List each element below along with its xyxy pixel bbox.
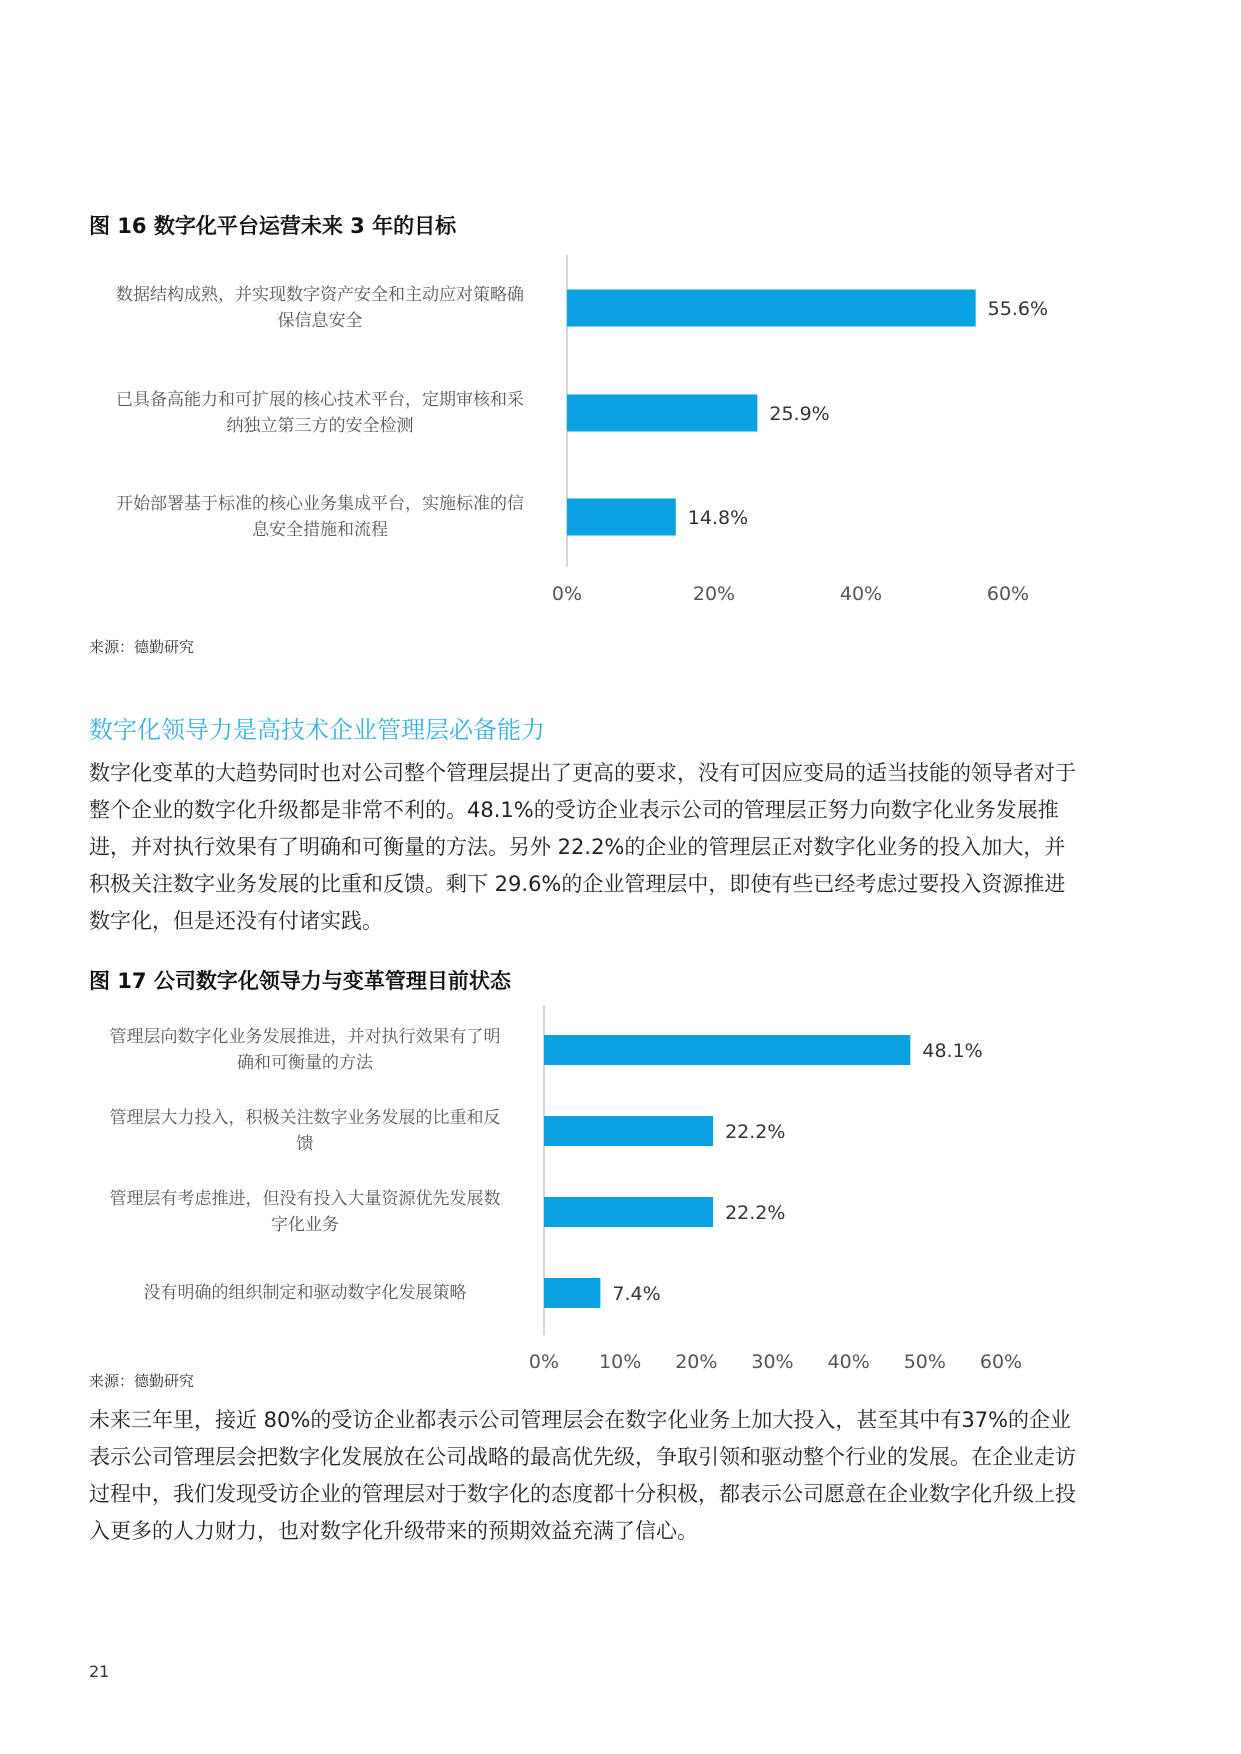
figure-16-chart [0, 255, 1241, 615]
bar-value-label: 48.1% [922, 1040, 983, 1062]
x-tick-label: 40% [827, 1351, 870, 1373]
category-label-line: 开始部署基于标准的核心业务集成平台，实施标准的信 [116, 494, 524, 514]
category-label-line: 已具备高能力和可扩展的核心技术平台，定期审核和采 [116, 390, 524, 410]
figure-16-title: 图 16 数字化平台运营未来 3 年的目标 [89, 214, 457, 238]
bar-1 [567, 290, 976, 327]
x-tick-label: 40% [839, 583, 883, 605]
category-label [90, 387, 550, 439]
category-label [80, 1105, 530, 1157]
category-label-line: 没有明确的组织制定和驱动数字化发展策略 [143, 1283, 467, 1303]
figure-17-chart [0, 1005, 1241, 1373]
x-tick-label: 50% [903, 1351, 946, 1373]
x-tick-label: 10% [599, 1351, 642, 1373]
page-number: 21 [89, 1662, 110, 1681]
bar-1 [544, 1035, 910, 1065]
category-label-line: 息安全措施和流程 [252, 520, 388, 540]
x-tick-label: 60% [986, 583, 1030, 605]
category-label-line: 确和可衡量的方法 [237, 1053, 373, 1073]
category-label [90, 491, 550, 543]
category-label [90, 282, 550, 334]
bar-3 [567, 499, 676, 536]
x-tick-label: 20% [675, 1351, 718, 1373]
bar-3 [544, 1197, 713, 1227]
x-tick-label: 60% [979, 1351, 1023, 1373]
figure-17-title: 图 17 公司数字化领导力与变革管理目前状态 [89, 969, 511, 993]
category-label-line: 管理层向数字化业务发展推进，并对执行效果有了明 [109, 1027, 501, 1047]
category-label [80, 1186, 530, 1238]
section-paragraph: 数字化变革的大趋势同时也对公司整个管理层提出了更高的要求，没有可因应变局的适当技能的领导者对于整个企业的数字化升级都是非常不利的。48.1%的受访企业表示公司的管理层正努力向数字化业务发展推进，并对执行效果有了明确和可衡量的方法。另外 22.2%的企业的管理层正对数字化业务的投入加大，并积极关注数字业务发展的比重和反馈。剩下 29.6%的企业管理层中，即使有些已经考虑过要投入资源推进数字化，但是还没有付诸实践。 [89, 761, 1076, 933]
section-heading: 数字化领导力是高技术企业管理层必备能力 [89, 716, 545, 744]
x-tick-label: 0% [551, 583, 583, 605]
x-tick-label: 20% [692, 583, 736, 605]
category-label-line: 馈 [296, 1134, 314, 1154]
category-label-line: 字化业务 [271, 1215, 339, 1235]
bar-value-label: 55.6% [987, 298, 1049, 320]
category-label-line: 保信息安全 [277, 311, 363, 331]
bar-value-label: 14.8% [687, 507, 749, 529]
category-label-line: 管理层有考虑推进，但没有投入大量资源优先发展数 [109, 1189, 501, 1209]
category-label-line: 管理层大力投入，积极关注数字业务发展的比重和反 [109, 1108, 501, 1128]
category-label [80, 1024, 530, 1076]
bar-value-label: 22.2% [725, 1202, 786, 1224]
bar-2 [544, 1116, 713, 1146]
figure-16-source: 来源：德勤研究 [89, 638, 195, 656]
bar-value-label: 7.4% [612, 1283, 661, 1305]
bar-4 [544, 1278, 600, 1308]
x-tick-label: 0% [528, 1351, 560, 1373]
closing-paragraph: 未来三年里，接近 80%的受访企业都表示公司管理层会在数字化业务上加大投入，甚至其中有37%的企业表示公司管理层会把数字化发展放在公司战略的最高优先级，争取引领和驱动整个行业的发展。在企业走访过程中，我们发现受访企业的管理层对于数字化的态度都十分积极，都表示公司愿意在企业数字化升级上投入更多的人力财力，也对数字化升级带来的预期效益充满了信心。 [89, 1408, 1076, 1543]
category-label-line: 纳独立第三方的安全检测 [226, 416, 414, 436]
bar-value-label: 22.2% [725, 1121, 786, 1143]
x-tick-label: 30% [751, 1351, 794, 1373]
figure-17-source: 来源：德勤研究 [89, 1372, 195, 1390]
category-label-line: 数据结构成熟，并实现数字资产安全和主动应对策略确 [116, 285, 524, 305]
bar-value-label: 25.9% [769, 403, 830, 425]
bar-2 [567, 395, 757, 432]
category-label [80, 1280, 530, 1306]
